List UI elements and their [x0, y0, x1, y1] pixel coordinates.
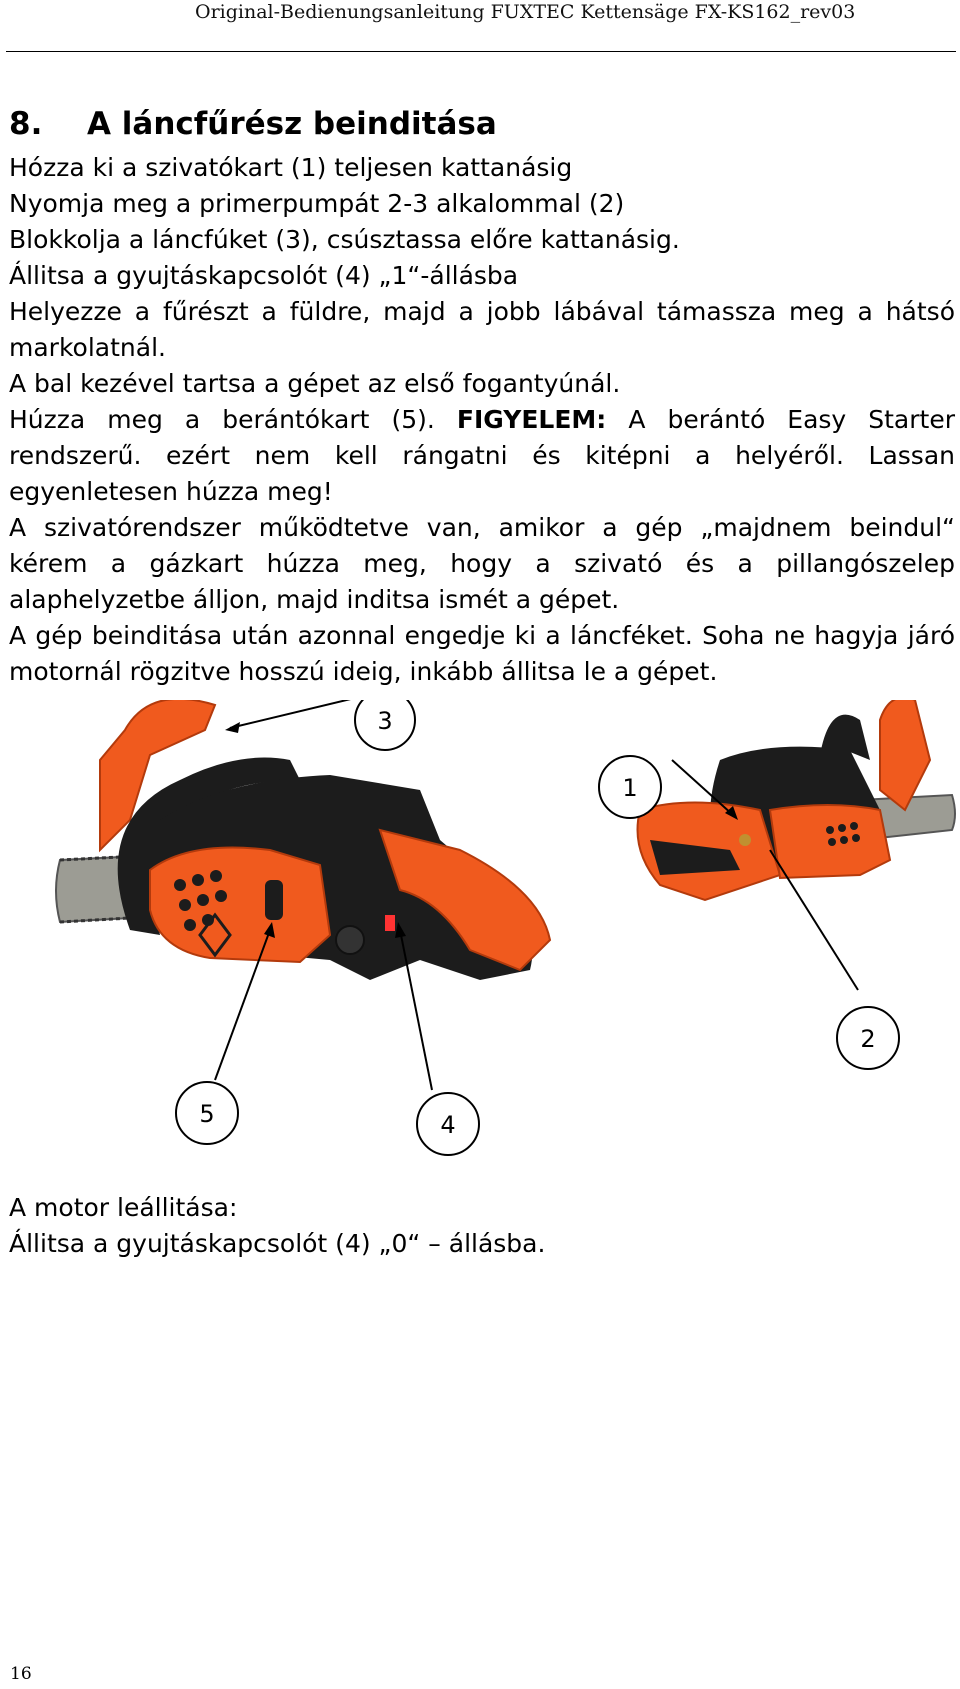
callout-label: 2 — [860, 1025, 876, 1053]
callout-label: 4 — [440, 1111, 456, 1139]
motor-stop-section — [9, 1190, 545, 1262]
chainsaw-left-image — [56, 700, 550, 1090]
instruction-paragraph: A gép beinditása után azonnal engedje ki a láncféket. Soha ne hagyja járó motornál rögzitve hosszú ideig, inkább állitsa le a gépet. — [9, 621, 955, 686]
section-title: A láncfűrész beinditása — [87, 106, 497, 142]
header-title: Original-Bedienungsanleitung FUXTEC Kettensäge FX-KS162_rev03 — [195, 1, 856, 23]
callout-5 — [176, 1082, 238, 1144]
instruction-line: Hózza ki a szivatókart (1) teljesen kattanásig — [9, 153, 573, 182]
chainsaw-figure — [0, 700, 960, 1170]
callout-2 — [837, 1007, 899, 1069]
chainsaw-illustration — [0, 700, 960, 1170]
callout-label: 5 — [199, 1100, 215, 1128]
instruction-text: Húzza meg a berántókart (5). — [9, 405, 457, 434]
chainsaw-right-image — [638, 700, 956, 990]
instruction-line: Blokkolja a láncfúket (3), csúsztassa előre kattanásig. — [9, 225, 680, 254]
page-number: 16 — [10, 1664, 32, 1684]
section-heading — [9, 104, 497, 144]
callout-label: 3 — [377, 707, 393, 735]
motor-stop-text: Állitsa a gyujtáskapcsolót (4) „0“ – állásba. — [9, 1229, 546, 1258]
page-header — [0, 0, 960, 52]
callout-1 — [599, 756, 661, 818]
motor-stop-title: A motor leállitása: — [9, 1193, 238, 1222]
instruction-text: A berántó Easy Starter rendszerű. ezért nem kell rángatni és kitépni a helyéről. Lassan egyenletesen húzza meg! — [9, 405, 955, 506]
callout-3 — [355, 700, 415, 750]
callout-4 — [417, 1093, 479, 1155]
instruction-paragraph-starter — [9, 402, 955, 510]
section-number: 8. — [9, 106, 43, 142]
instruction-line: A bal kezével tartsa a gépet az első fogantyúnál. — [9, 369, 621, 398]
instruction-paragraph: A szivatórendszer működtetve van, amikor a gép „majdnem beindul“ kérem a gázkart húzza meg, hogy a szivató és a pillangószelep alaphelyzetbe álljon, majd inditsa ismét a gépet. — [9, 513, 955, 614]
instruction-line: Helyezze a fűrészt a füldre, majd a jobb lábával támassza meg a hátsó markolatnál. — [9, 297, 955, 362]
instruction-line: Nyomja meg a primerpumpát 2-3 alkalommal (2) — [9, 189, 625, 218]
header-divider — [6, 51, 956, 52]
instruction-line: Állitsa a gyujtáskapcsolót (4) „1“-állásba — [9, 261, 519, 290]
instructions-text — [9, 150, 955, 690]
warning-label: FIGYELEM: — [456, 405, 607, 434]
callout-label: 1 — [622, 774, 638, 802]
